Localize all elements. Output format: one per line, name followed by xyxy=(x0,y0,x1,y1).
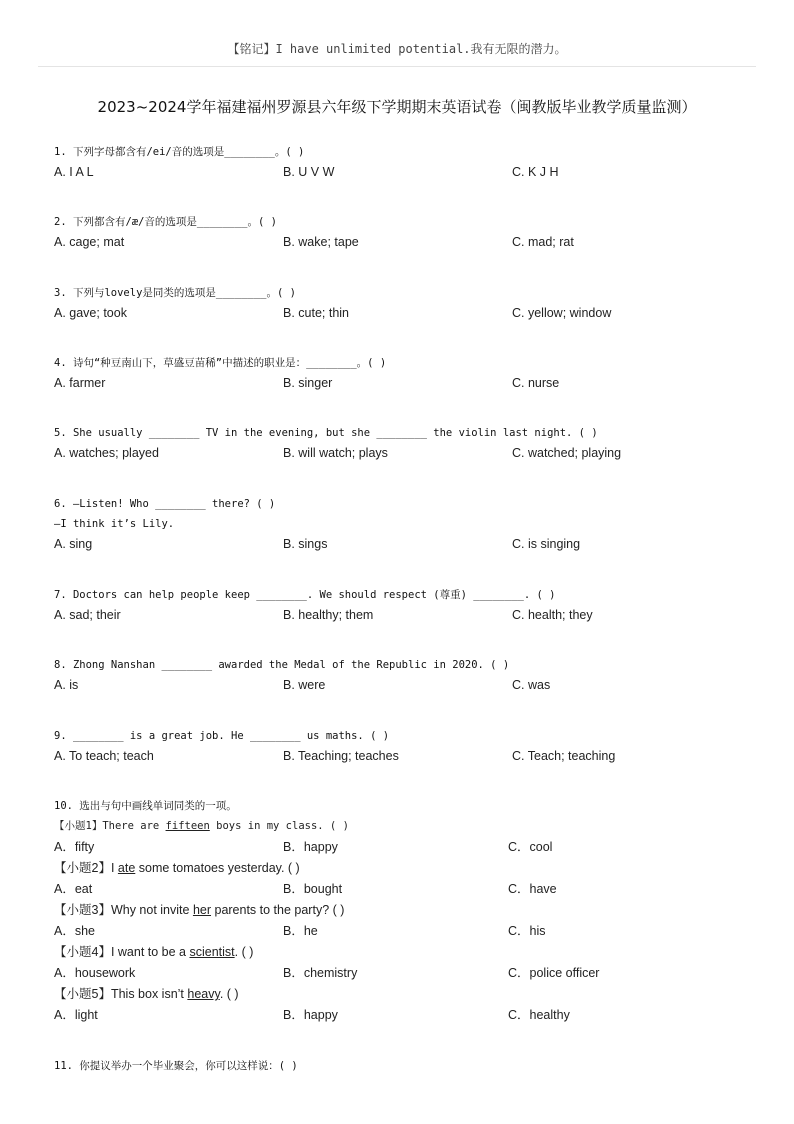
question-stem: 4. 诗句“种豆南山下，草盛豆苗稀”中描述的职业是：________。( ) xyxy=(54,357,387,369)
option-a[interactable]: A. watches; played xyxy=(54,446,159,460)
subquestion-1-stem: 【小题1】There are fifteen boys in my class. ( ) xyxy=(54,820,349,832)
option-a[interactable]: A. I A L xyxy=(54,165,94,179)
option-c[interactable]: C. mad; rat xyxy=(512,235,574,249)
underlined-word: fifteen xyxy=(165,820,210,832)
option-a[interactable]: A. farmer xyxy=(54,376,106,390)
option-b[interactable]: B. Teaching; teaches xyxy=(283,749,399,763)
option-b[interactable]: B．chemistry xyxy=(283,966,358,980)
question-10 xyxy=(54,796,754,1026)
page-title: 2023~2024学年福建福州罗源县六年级下学期期末英语试卷（闽教版毕业教学质量监测） xyxy=(97,98,697,116)
subquestion-2-stem: 【小题2】I ate some tomatoes yesterday. ( ) xyxy=(54,861,300,875)
question-stem: 9. ________ is a great job. He ________ us maths. ( ) xyxy=(54,730,390,742)
header-divider xyxy=(38,66,756,67)
option-c[interactable]: C. K J H xyxy=(512,165,559,179)
option-b[interactable]: B. will watch; plays xyxy=(283,446,388,460)
option-c[interactable]: C．his xyxy=(508,924,546,938)
header-motto: 【铭记】I have unlimited potential.我有无限的潜力。 xyxy=(227,42,567,56)
option-b[interactable]: B. were xyxy=(283,678,326,692)
option-a[interactable]: A. To teach; teach xyxy=(54,749,154,763)
question-8 xyxy=(54,655,754,696)
option-c[interactable]: C. is singing xyxy=(512,537,581,551)
option-b[interactable]: B. healthy; them xyxy=(283,608,374,622)
option-a[interactable]: A．she xyxy=(54,924,95,938)
option-a[interactable]: A．eat xyxy=(54,882,93,896)
underlined-word: her xyxy=(192,903,212,917)
option-c[interactable]: C. Teach; teaching xyxy=(512,749,616,763)
option-a[interactable]: A. is xyxy=(54,678,79,692)
underlined-word: heavy xyxy=(187,987,220,1001)
question-stem: 11. 你提议举办一个毕业聚会，你可以这样说：( ) xyxy=(54,1060,298,1072)
option-c[interactable]: C. nurse xyxy=(512,376,560,390)
subquestion-4-stem: 【小题4】I want to be a scientist. ( ) xyxy=(54,945,254,959)
option-b[interactable]: B．bought xyxy=(283,882,343,896)
question-stem: 5. She usually ________ TV in the evening, but she ________ the violin last night. ( ) xyxy=(54,427,598,439)
option-a[interactable]: A．housework xyxy=(54,966,136,980)
question-stem: 10. 选出与句中画线单词同类的一项。 xyxy=(54,800,237,812)
option-b[interactable]: B．he xyxy=(283,924,318,938)
question-2 xyxy=(54,212,754,253)
option-c[interactable]: C. yellow; window xyxy=(512,306,612,320)
option-c[interactable]: C．healthy xyxy=(508,1008,570,1022)
question-stem-reply: —I think it’s Lily. xyxy=(54,518,175,530)
option-a[interactable]: A．fifty xyxy=(54,840,95,854)
underlined-word: scientist xyxy=(189,945,235,959)
question-5 xyxy=(54,423,754,464)
option-c[interactable]: C. was xyxy=(512,678,551,692)
subquestion-5-stem: 【小题5】This box isn’t heavy. ( ) xyxy=(54,987,239,1001)
option-b[interactable]: B. wake; tape xyxy=(283,235,359,249)
option-b[interactable]: B．happy xyxy=(283,1008,338,1022)
question-stem: 8. Zhong Nanshan ________ awarded the Medal of the Republic in 2020. ( ) xyxy=(54,659,510,671)
question-11 xyxy=(54,1056,754,1076)
option-a[interactable]: A. sing xyxy=(54,537,93,551)
question-6 xyxy=(54,494,754,555)
question-4 xyxy=(54,353,754,394)
option-c[interactable]: C．police officer xyxy=(508,966,600,980)
question-stem: 3. 下列与lovely是同类的选项是________。( ) xyxy=(54,287,296,299)
question-stem: 6. —Listen! Who ________ there? ( ) xyxy=(54,498,276,510)
subquestion-3-stem: 【小题3】Why not invite her parents to the party? ( ) xyxy=(54,903,345,917)
question-stem: 2. 下列都含有/æ/音的选项是________。( ) xyxy=(54,216,277,228)
question-stem: 7. Doctors can help people keep ________. We should respect (尊重) ________. ( ) xyxy=(54,589,556,601)
option-b[interactable]: B. sings xyxy=(283,537,328,551)
option-c[interactable]: C. health; they xyxy=(512,608,593,622)
option-a[interactable]: A. sad; their xyxy=(54,608,121,622)
option-c[interactable]: C. watched; playing xyxy=(512,446,622,460)
question-1 xyxy=(54,142,754,183)
option-a[interactable]: A. cage; mat xyxy=(54,235,125,249)
option-b[interactable]: B．happy xyxy=(283,840,338,854)
option-a[interactable]: A．light xyxy=(54,1008,98,1022)
question-stem: 1. 下列字母都含有/ei/音的选项是________。( ) xyxy=(54,146,305,158)
option-c[interactable]: C．have xyxy=(508,882,557,896)
question-7 xyxy=(54,585,754,626)
option-a[interactable]: A. gave; took xyxy=(54,306,127,320)
question-3 xyxy=(54,283,754,324)
option-b[interactable]: B. cute; thin xyxy=(283,306,350,320)
option-c[interactable]: C．cool xyxy=(508,840,553,854)
option-b[interactable]: B. singer xyxy=(283,376,333,390)
option-b[interactable]: B. U V W xyxy=(283,165,335,179)
underlined-word: ate xyxy=(117,861,136,875)
question-9 xyxy=(54,726,754,767)
